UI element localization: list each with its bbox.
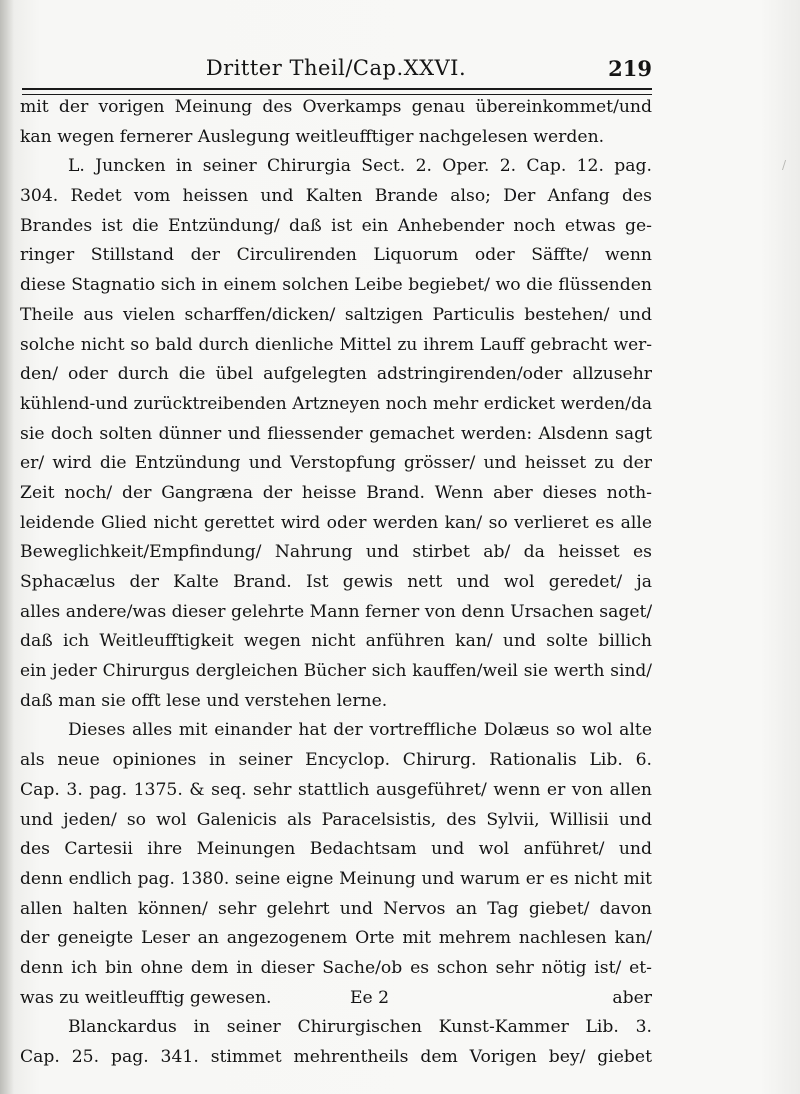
text-line: was zu weitleufftig gewesen. — [20, 987, 272, 1008]
text-line: Cap. 25. pag. 341. stimmet mehrentheils dem Vorigen bey/ giebet — [20, 1047, 652, 1067]
text-line: Cap. 3. pag. 1375. & seq. sehr stattlich ausgeführet/ wenn er von allen — [20, 779, 652, 800]
page-number: 219 — [608, 56, 652, 81]
text-line: Dieses alles mit einander hat der vortreffliche Dolæus so wol alte — [68, 720, 652, 741]
margin-tick: / — [782, 158, 787, 172]
text-line: ein jeder Chirurgus dergleichen Bücher sich kauffen/weil sie werth sind/ — [20, 661, 652, 682]
text-line: leidende Glied nicht gerettet wird oder werden kan/ so verlieret es alle — [20, 512, 652, 533]
text-line: daß ich Weitleufftigkeit wegen nicht anführen kan/ und solte billich — [20, 631, 652, 652]
text-line: alles andere/was dieser gelehrte Mann ferner von denn Ursachen saget/ — [20, 601, 652, 622]
text-line: der geneigte Leser an angezogenem Orte mit mehrem nachlesen kan/ — [20, 928, 652, 949]
footer-line — [20, 983, 652, 1013]
signature-mark: Ee 2 — [350, 988, 390, 1008]
text-line: als neue opiniones in seiner Encyclop. Chirurg. Rationalis Lib. 6. — [20, 750, 652, 771]
text-line: diese Stagnatio sich in einem solchen Leibe begiebet/ wo die flüssenden — [20, 275, 652, 296]
text-line: Zeit noch/ der Gangræna der heisse Brand. Wenn aber dieses noth- — [20, 482, 652, 503]
text-line: Beweglichkeit/Empfindung/ Nahrung und stirbet ab/ da heisset es — [20, 542, 652, 563]
body-text — [20, 93, 652, 1073]
text-line: den/ oder durch die übel aufgelegten adstringirenden/oder allzusehr — [20, 364, 652, 385]
text-line: Sphacælus der Kalte Brand. Ist gewis nett und wol geredet/ ja — [20, 572, 652, 592]
text-line: daß man sie offt lese und verstehen lerne. — [20, 690, 388, 711]
catchword: aber — [612, 988, 652, 1008]
text-line: kühlend-und zurücktreibenden Artzneyen noch mehr erdicket werden/da — [20, 393, 652, 414]
text-line: des Cartesii ihre Meinungen Bedachtsam und wol anführet/ und — [20, 839, 652, 860]
text-line: kan wegen fernerer Auslegung weitleufftiger nachgelesen werden. — [20, 126, 605, 147]
text-line: sie doch solten dünner und fliessender gemachet werden: Alsdenn sagt — [20, 423, 652, 444]
text-line: 304. Redet vom heissen und Kalten Brande also; Der Anfang des — [20, 186, 652, 207]
text-line: Theile aus vielen scharffen/dicken/ saltzigen Particulis bestehen/ und — [20, 304, 652, 325]
running-head: Dritter Theil/Cap.XXVI. — [205, 56, 467, 80]
text-line: denn ich bin ohne dem in dieser Sache/ob es schon sehr nötig ist/ et- — [20, 957, 652, 978]
text-line: denn endlich pag. 1380. seine eigne Meinung und warum er es nicht mit — [20, 868, 652, 889]
text-line: Blanckardus in seiner Chirurgischen Kunst-Kammer Lib. 3. — [68, 1017, 652, 1038]
text-line: solche nicht so bald durch dienliche Mittel zu ihrem Lauff gebracht wer- — [20, 334, 652, 355]
page-header — [20, 56, 652, 90]
text-line: und jeden/ so wol Galenicis als Paracelsistis, des Sylvii, Willisii und — [20, 809, 652, 830]
text-line: L. Juncken in seiner Chirurgia Sect. 2. Oper. 2. Cap. 12. pag. — [68, 156, 652, 177]
text-line: mit der vorigen Meinung des Overkamps genau übereinkommet/und — [20, 97, 652, 117]
gutter-shadow — [0, 0, 14, 1094]
text-line: ringer Stillstand der Circulirenden Liquorum oder Säffte/ wenn — [20, 245, 652, 266]
text-line: allen halten können/ sehr gelehrt und Nervos an Tag giebet/ davon — [20, 898, 652, 919]
text-line: er/ wird die Entzündung und Verstopfung grösser/ und heisset zu der — [20, 453, 652, 474]
text-line: Brandes ist die Entzündung/ daß ist ein Anhebender noch etwas ge- — [20, 215, 652, 236]
